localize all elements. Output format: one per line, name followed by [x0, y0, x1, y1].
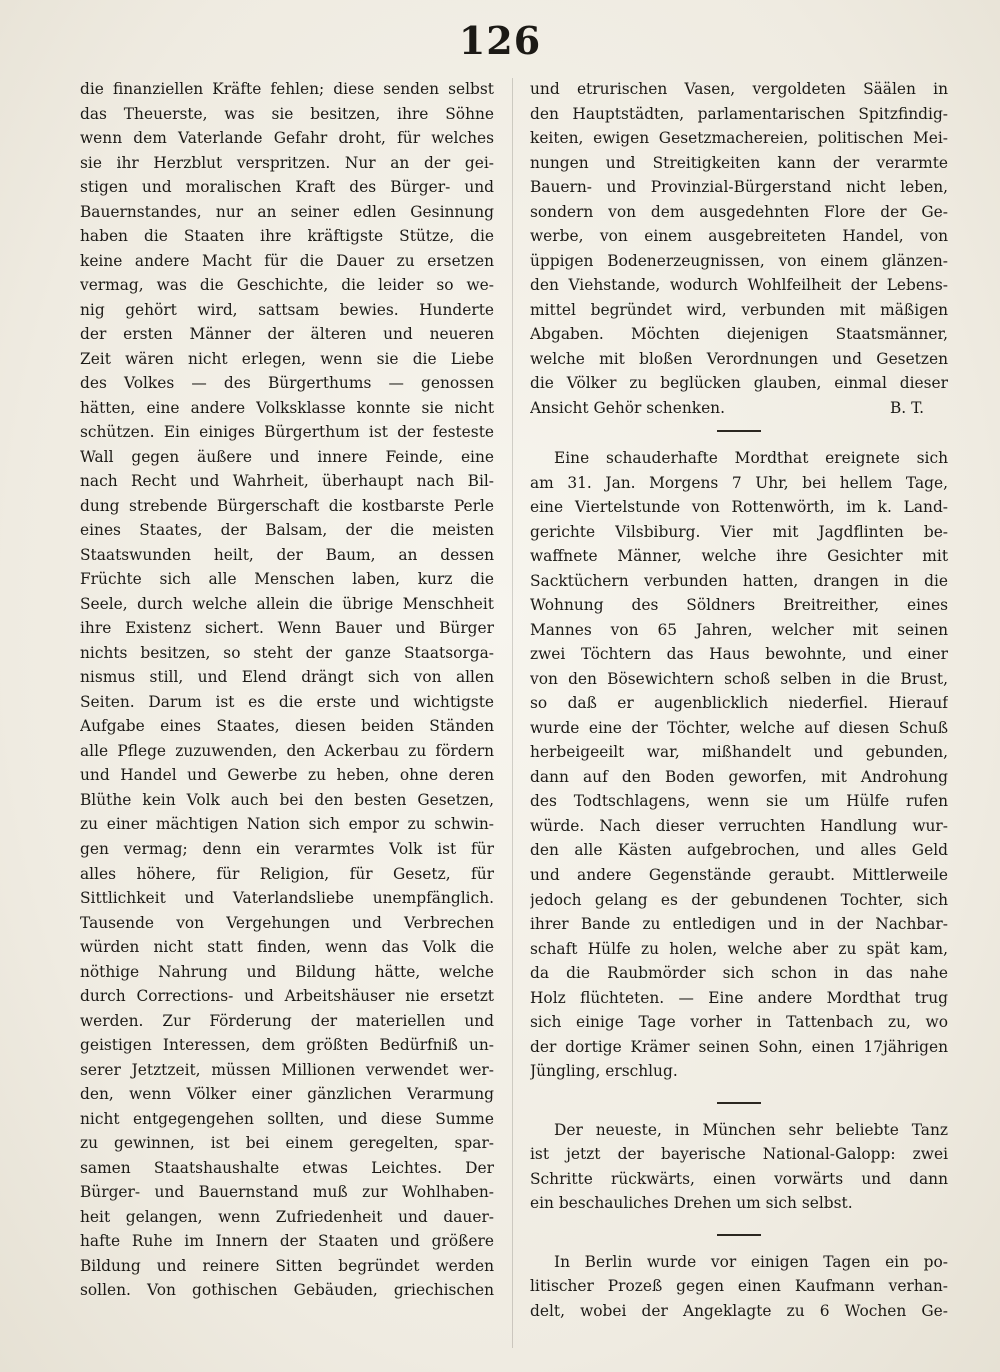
- page-number: 126: [458, 18, 542, 63]
- text-line: und Handel und Gewerbe zu heben, ohne deren: [80, 766, 494, 785]
- text-line: sondern von dem ausgedehnten Flore der Ge-: [530, 202, 948, 221]
- section-separator: [717, 430, 761, 432]
- text-line: alles höhere, für Religion, für Gesetz, für: [80, 864, 494, 883]
- text-line: Aufgabe eines Staates, diesen beiden Ständen: [80, 717, 494, 736]
- text-line: nicht entgegengehen sollten, und diese Summe: [80, 1109, 494, 1128]
- text-line: den Viehstande, wodurch Wohlfeilheit der Lebens-: [530, 276, 948, 295]
- text-line: ist jetzt der bayerische National-Galopp: zwei: [530, 1145, 948, 1164]
- article-dance: [530, 1118, 948, 1216]
- text-line: eine Viertelstunde von Rottenwörth, im k. Land-: [530, 498, 948, 517]
- text-line: das Theuerste, was sie besitzen, ihre Söhne: [80, 104, 494, 123]
- text-line: des Volkes — des Bürgerthums — genossen: [80, 374, 494, 393]
- text-line: der dortige Krämer seinen Sohn, einen 17jährigen: [530, 1037, 948, 1056]
- text-line: keine andere Macht für die Dauer zu ersetzen: [80, 251, 494, 270]
- text-line: Abgaben. Möchten diejenigen Staatsmänner,: [530, 325, 948, 344]
- text-line: Bildung und reinere Sitten begründet werden: [80, 1256, 494, 1275]
- text-line: von den Bösewichtern schoß selben in die Brust,: [530, 669, 948, 688]
- text-line: Blüthe kein Volk auch bei den besten Gesetzen,: [80, 790, 494, 809]
- text-line: schützen. Ein einiges Bürgerthum ist der festeste: [80, 423, 494, 442]
- section-separator: [717, 1102, 761, 1104]
- text-line: so daß er augenblicklich niederfiel. Hierauf: [530, 694, 948, 713]
- text-line: Bauernstandes, nur an seiner edlen Gesinnung: [80, 202, 494, 221]
- text-line: Bürger- und Bauernstand muß zur Wohlhaben-: [80, 1183, 494, 1202]
- text-line: schaft Hülfe zu holen, welche aber zu spät kam,: [530, 939, 948, 958]
- text-line: stigen und moralischen Kraft des Bürger- und: [80, 178, 494, 197]
- text-line: dung strebende Bürgerschaft die kostbarste Perle: [80, 496, 494, 515]
- text-line: sollen. Von gothischen Gebäuden, griechischen: [80, 1281, 494, 1300]
- text-line: welche mit bloßen Verordnungen und Gesetzen: [530, 349, 948, 368]
- text-line: litischer Prozeß gegen einen Kaufmann verhan-: [530, 1277, 948, 1296]
- text-line: Der neueste, in München sehr beliebte Tanz: [554, 1120, 948, 1139]
- text-line: nach Recht und Wahrheit, überhaupt nach Bil-: [80, 472, 494, 491]
- text-line: ihre Existenz sichert. Wenn Bauer und Bürger: [80, 619, 494, 638]
- text-line: serer Jetztzeit, müssen Millionen verwendet wer-: [80, 1060, 494, 1079]
- text-line: der ersten Männer der älteren und neueren: [80, 325, 494, 344]
- text-line: Seele, durch welche allein die übrige Menschheit: [80, 594, 494, 613]
- text-line: mittel begründet wird, verbunden mit mäßigen: [530, 300, 948, 319]
- text-line: gerichte Vilsbiburg. Vier mit Jagdflinten be-: [530, 522, 948, 541]
- text-line: Jüngling, erschlug.: [530, 1062, 678, 1081]
- text-line: jedoch gelang es der gebundenen Tochter, sich: [530, 890, 948, 909]
- text-line: In Berlin wurde vor einigen Tagen ein po-: [554, 1252, 948, 1271]
- article-berlin: [530, 1250, 948, 1324]
- text-line: nismus still, und Elend drängt sich von allen: [80, 668, 494, 687]
- text-line: zu gewinnen, ist bei einem geregelten, spar-: [80, 1134, 494, 1153]
- text-line: zwei Töchtern das Haus bewohnte, und einer: [530, 645, 948, 664]
- text-line: Holz flüchteten. — Eine andere Mordthat trug: [530, 988, 948, 1007]
- text-line: wurde eine der Töchter, welche auf diesen Schuß: [530, 718, 948, 737]
- text-line: gen vermag; denn ein verarmtes Volk ist für: [80, 839, 494, 858]
- text-line: delt, wobei der Angeklagte zu 6 Wochen Ge-: [530, 1301, 948, 1320]
- text-line: und etrurischen Vasen, vergoldeten Säälen in: [530, 80, 948, 98]
- text-line: nichts besitzen, so steht der ganze Staatsorga-: [80, 643, 494, 662]
- text-line: üppigen Bodenerzeugnissen, von einem glänzen-: [530, 251, 948, 270]
- text-line: Wall gegen äußere und innere Feinde, eine: [80, 447, 494, 466]
- author-signature: B. T.: [890, 398, 924, 417]
- text-line: Früchte sich alle Menschen laben, kurz die: [80, 570, 494, 589]
- text-line: den Hauptstädten, parlamentarischen Spitzfindig-: [530, 104, 948, 123]
- text-line: die Völker zu beglücken glauben, einmal dieser: [530, 374, 948, 393]
- text-line: hätten, eine andere Volksklasse konnte sie nicht: [80, 398, 494, 417]
- text-line: Mannes von 65 Jahren, welcher mit seinen: [530, 620, 948, 639]
- text-line: Wohnung des Söldners Breitreither, eines: [530, 596, 948, 615]
- text-line: Sacktüchern verbunden hatten, drangen in die: [530, 571, 948, 590]
- text-line: den alle Kästen aufgebrochen, und alles Geld: [530, 841, 948, 860]
- text-line: Schritte rückwärts, einen vorwärts und dann: [530, 1169, 948, 1188]
- article-murder: [530, 446, 948, 1083]
- text-line: hafte Ruhe im Innern der Staaten und größere: [80, 1232, 494, 1251]
- text-line: Tausende von Vergehungen und Verbrechen: [80, 913, 494, 932]
- right-column: [530, 77, 948, 1367]
- text-line: Bauern- und Provinzial-Bürgerstand nicht leben,: [530, 178, 948, 197]
- text-line: Seiten. Darum ist es die erste und wichtigste: [80, 692, 494, 711]
- text-line: des Todtschlagens, wenn sie um Hülfe rufen: [530, 792, 948, 811]
- column-divider: [512, 78, 513, 1348]
- text-line: ihrer Bande zu entledigen und in der Nachbar-: [530, 915, 948, 934]
- text-line: eines Staates, der Balsam, der die meisten: [80, 521, 494, 540]
- section-separator: [717, 1234, 761, 1236]
- text-line: nöthige Nahrung und Bildung hätte, welche: [80, 962, 494, 981]
- text-line: samen Staatshaushalte etwas Leichtes. Der: [80, 1158, 494, 1177]
- left-column: [80, 77, 494, 1367]
- closing-text: Ansicht Gehör schenken.: [530, 398, 725, 417]
- text-line: durch Corrections- und Arbeitshäuser nie ersetzt: [80, 987, 494, 1006]
- text-line: waffnete Männer, welche ihre Gesichter mit: [530, 547, 948, 566]
- text-line: wenn dem Vaterlande Gefahr droht, für welches: [80, 129, 494, 148]
- text-line: die finanziellen Kräfte fehlen; diese senden selbst: [80, 80, 494, 98]
- text-line: würde. Nach dieser verruchten Handlung wur-: [530, 816, 948, 835]
- text-line: den, wenn Völker einer gänzlichen Verarmung: [80, 1085, 494, 1104]
- text-line: nig gehört wird, sattsam bewies. Hunderte: [80, 300, 494, 319]
- text-line: und andere Gegenstände geraubt. Mittlerweile: [530, 865, 948, 884]
- text-line: sie ihr Herzblut verspritzen. Nur an der gei-: [80, 153, 494, 172]
- text-line: Eine schauderhafte Mordthat ereignete sich: [554, 449, 948, 468]
- text-line: ein beschauliches Drehen um sich selbst.: [530, 1194, 853, 1213]
- text-line: alle Pflege zuzuwenden, den Ackerbau zu fördern: [80, 741, 494, 760]
- text-line: Sittlichkeit und Vaterlandsliebe unempfänglich.: [80, 889, 494, 908]
- text-line: dann auf den Boden geworfen, mit Androhung: [530, 767, 948, 786]
- text-line: herbeigeeilt war, mißhandelt und gebunden,: [530, 743, 948, 762]
- article-continuation: [530, 77, 948, 396]
- text-line: am 31. Jan. Morgens 7 Uhr, bei hellem Tage,: [530, 473, 948, 492]
- text-line: werbe, von einem ausgebreiteten Handel, von: [530, 227, 948, 246]
- article-continuation-closing-line: [530, 396, 948, 421]
- text-line: sich einige Tage vorher in Tattenbach zu, wo: [530, 1013, 948, 1032]
- text-line: würden nicht statt finden, wenn das Volk die: [80, 938, 494, 957]
- text-line: da die Raubmörder sich schon in das nahe: [530, 964, 948, 983]
- text-line: heit gelangen, wenn Zufriedenheit und dauer-: [80, 1207, 494, 1226]
- text-line: Staatswunden heilt, der Baum, an dessen: [80, 545, 494, 564]
- text-line: Zeit wären nicht erlegen, wenn sie die Liebe: [80, 349, 494, 368]
- text-line: keiten, ewigen Gesetzmachereien, politischen Mei-: [530, 129, 948, 148]
- text-line: werden. Zur Förderung der materiellen und: [80, 1011, 494, 1030]
- text-line: nungen und Streitigkeiten kann der verarmte: [530, 153, 948, 172]
- text-line: geistigen Interessen, dem größten Bedürfniß un-: [80, 1036, 494, 1055]
- text-line: vermag, was die Geschichte, die leider so we-: [80, 276, 494, 295]
- text-line: haben die Staaten ihre kräftigste Stütze, die: [80, 227, 494, 246]
- text-line: zu einer mächtigen Nation sich empor zu schwin-: [80, 815, 494, 834]
